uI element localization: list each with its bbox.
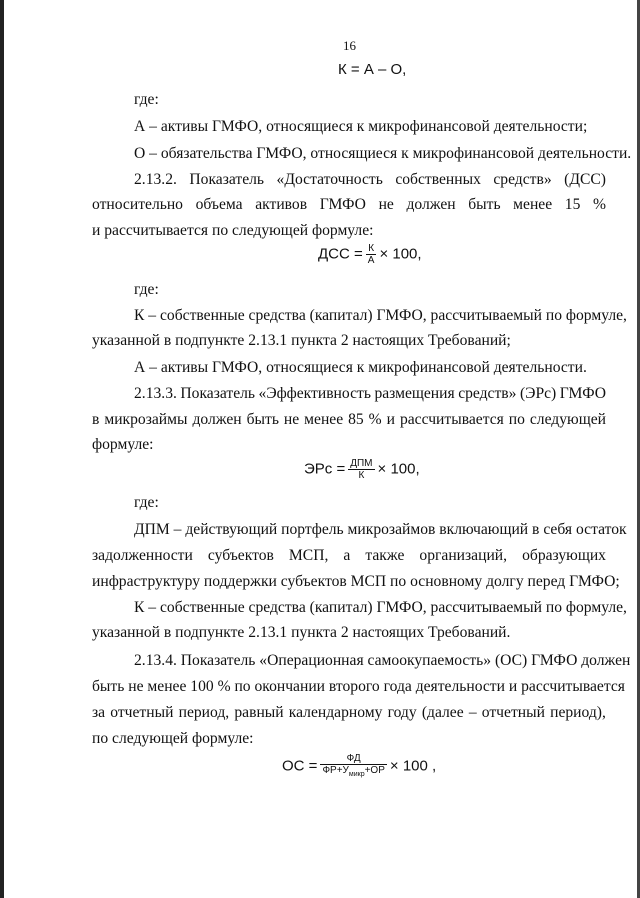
word: менее <box>513 196 553 213</box>
formula-dss <box>318 243 422 266</box>
definition-assets: А – активы ГМФО, относящиеся к микрофинансовой деятельности; <box>134 118 588 135</box>
paragraph-2-13-2-line1 <box>134 170 606 190</box>
word: календарному <box>288 704 383 721</box>
page-number: 16 <box>343 38 356 53</box>
word: быть <box>246 411 279 428</box>
word: 15 <box>564 196 581 213</box>
formula-os-denominator-sub: микр <box>348 771 365 778</box>
word: за <box>92 704 106 721</box>
formula-capital: К = А – О, <box>338 61 407 78</box>
word: (далее <box>421 704 464 721</box>
word: ГМФО <box>319 196 366 213</box>
formula-ers-denominator: К <box>358 470 365 481</box>
word: отчетный <box>110 704 174 721</box>
formula-os-fraction <box>320 753 386 780</box>
word: размещения <box>374 385 455 402</box>
definition-capital-line1: К – собственные средства (капитал) ГМФО, рассчитываемый по формуле, <box>134 599 627 616</box>
word: активов <box>255 196 308 213</box>
formula-os-denominator <box>320 765 386 780</box>
word: средств» <box>458 385 517 402</box>
paragraph-2-13-4-line2: быть не менее 100 % по окончании второго года деятельности и рассчитывается <box>92 678 625 695</box>
formula-ers-numerator: ДПМ <box>350 458 373 469</box>
definition-capital-line2: указанной в подпункте 2.13.1 пункта 2 настоящих Требований; <box>92 332 511 349</box>
word: году <box>387 704 417 721</box>
word: Показатель <box>189 171 265 188</box>
word: (ЭРс) <box>519 385 557 402</box>
definition-capital-line1: К – собственные средства (капитал) ГМФО, рассчитываемый по формуле, <box>134 307 627 324</box>
formula-os-lhs: ОС = <box>282 757 318 775</box>
formula-ers-fraction <box>348 458 374 481</box>
word: % <box>368 411 382 428</box>
paragraph-2-13-2-line3: и рассчитывается по следующей формуле: <box>92 222 374 239</box>
word: менее <box>304 411 344 428</box>
definition-assets: А – активы ГМФО, относящиеся к микрофинансовой деятельности. <box>134 359 587 376</box>
word: образующих <box>522 547 606 564</box>
definition-liabilities: О – обязательства ГМФО, относящиеся к микрофинансовой деятельности. <box>134 145 632 162</box>
word: в <box>92 411 100 428</box>
word: относительно <box>92 196 183 213</box>
word: субъектов <box>207 547 274 564</box>
word: не <box>283 411 300 428</box>
where-label: где: <box>134 91 159 108</box>
formula-os-rhs: × 100 , <box>389 757 437 775</box>
word: а <box>343 547 351 564</box>
word: % <box>592 196 606 213</box>
definition-capital-line2: указанной в подпункте 2.13.1 пункта 2 настоящих Требований. <box>92 624 511 641</box>
word: не <box>378 196 394 213</box>
word: по <box>508 411 525 428</box>
word: – <box>468 704 477 721</box>
formula-os-denominator-a: ФР+У <box>322 765 349 776</box>
word: и <box>386 411 395 428</box>
formula-ers <box>304 458 420 481</box>
word: рассчитывается <box>399 411 504 428</box>
word: должен <box>406 196 456 213</box>
word: период), <box>550 704 606 721</box>
word: организаций, <box>419 547 508 564</box>
word: ГМФО <box>559 385 606 402</box>
word: «Эффективность <box>258 385 371 402</box>
word: 2.13.3. <box>134 385 177 402</box>
word: быть <box>468 196 501 213</box>
formula-dss-rhs: × 100, <box>379 245 422 263</box>
word: (ДСС) <box>564 171 606 188</box>
word: отчетный <box>481 704 545 721</box>
word: должен <box>192 411 242 428</box>
paragraph-2-13-2-line2 <box>92 195 606 215</box>
word: объема <box>195 196 243 213</box>
formula-dss-numerator: К <box>366 243 377 255</box>
word: собственных <box>395 171 481 188</box>
word: средств» <box>493 171 552 188</box>
formula-dss-lhs: ДСС = <box>318 245 363 263</box>
word: период, <box>178 704 230 721</box>
formula-os-numerator: ФД <box>320 753 386 765</box>
paragraph-2-13-4-line1: 2.13.4. Показатель «Операционная самоокупаемость» (ОС) ГМФО должен <box>134 652 631 669</box>
definition-dpm-line1: ДПМ – действующий портфель микрозаймов включающий в себя остаток <box>134 521 627 538</box>
word: «Достаточность <box>276 171 383 188</box>
formula-dss-fraction <box>366 243 377 266</box>
formula-os-denominator-b: +ОР <box>364 765 385 776</box>
scan-edge-left <box>0 0 4 898</box>
definition-dpm-line3: инфраструктуру поддержки субъектов МСП по основному долгу перед ГМФО; <box>92 573 620 590</box>
paragraph-2-13-4-line3 <box>92 703 606 723</box>
word: задолженности <box>92 547 193 564</box>
word: также <box>365 547 405 564</box>
word: Показатель <box>180 385 256 402</box>
paragraph-2-13-3-line2 <box>92 410 606 430</box>
paragraph-2-13-4-line4: по следующей формуле: <box>92 730 254 747</box>
word: равный <box>234 704 284 721</box>
word: следующей <box>529 411 606 428</box>
word: микрозаймы <box>104 411 188 428</box>
where-label: где: <box>134 281 159 298</box>
formula-os <box>282 753 436 780</box>
formula-ers-lhs: ЭРс = <box>304 460 346 478</box>
paragraph-2-13-3-line3: формуле: <box>92 436 154 453</box>
paragraph-2-13-3-line1 <box>134 384 606 404</box>
formula-dss-denominator: А <box>367 255 375 266</box>
word: 2.13.2. <box>134 171 177 188</box>
definition-dpm-line2 <box>92 546 606 566</box>
word: 85 <box>348 411 364 428</box>
formula-ers-rhs: × 100, <box>377 460 420 478</box>
word: МСП, <box>288 547 329 564</box>
where-label: где: <box>134 494 159 511</box>
